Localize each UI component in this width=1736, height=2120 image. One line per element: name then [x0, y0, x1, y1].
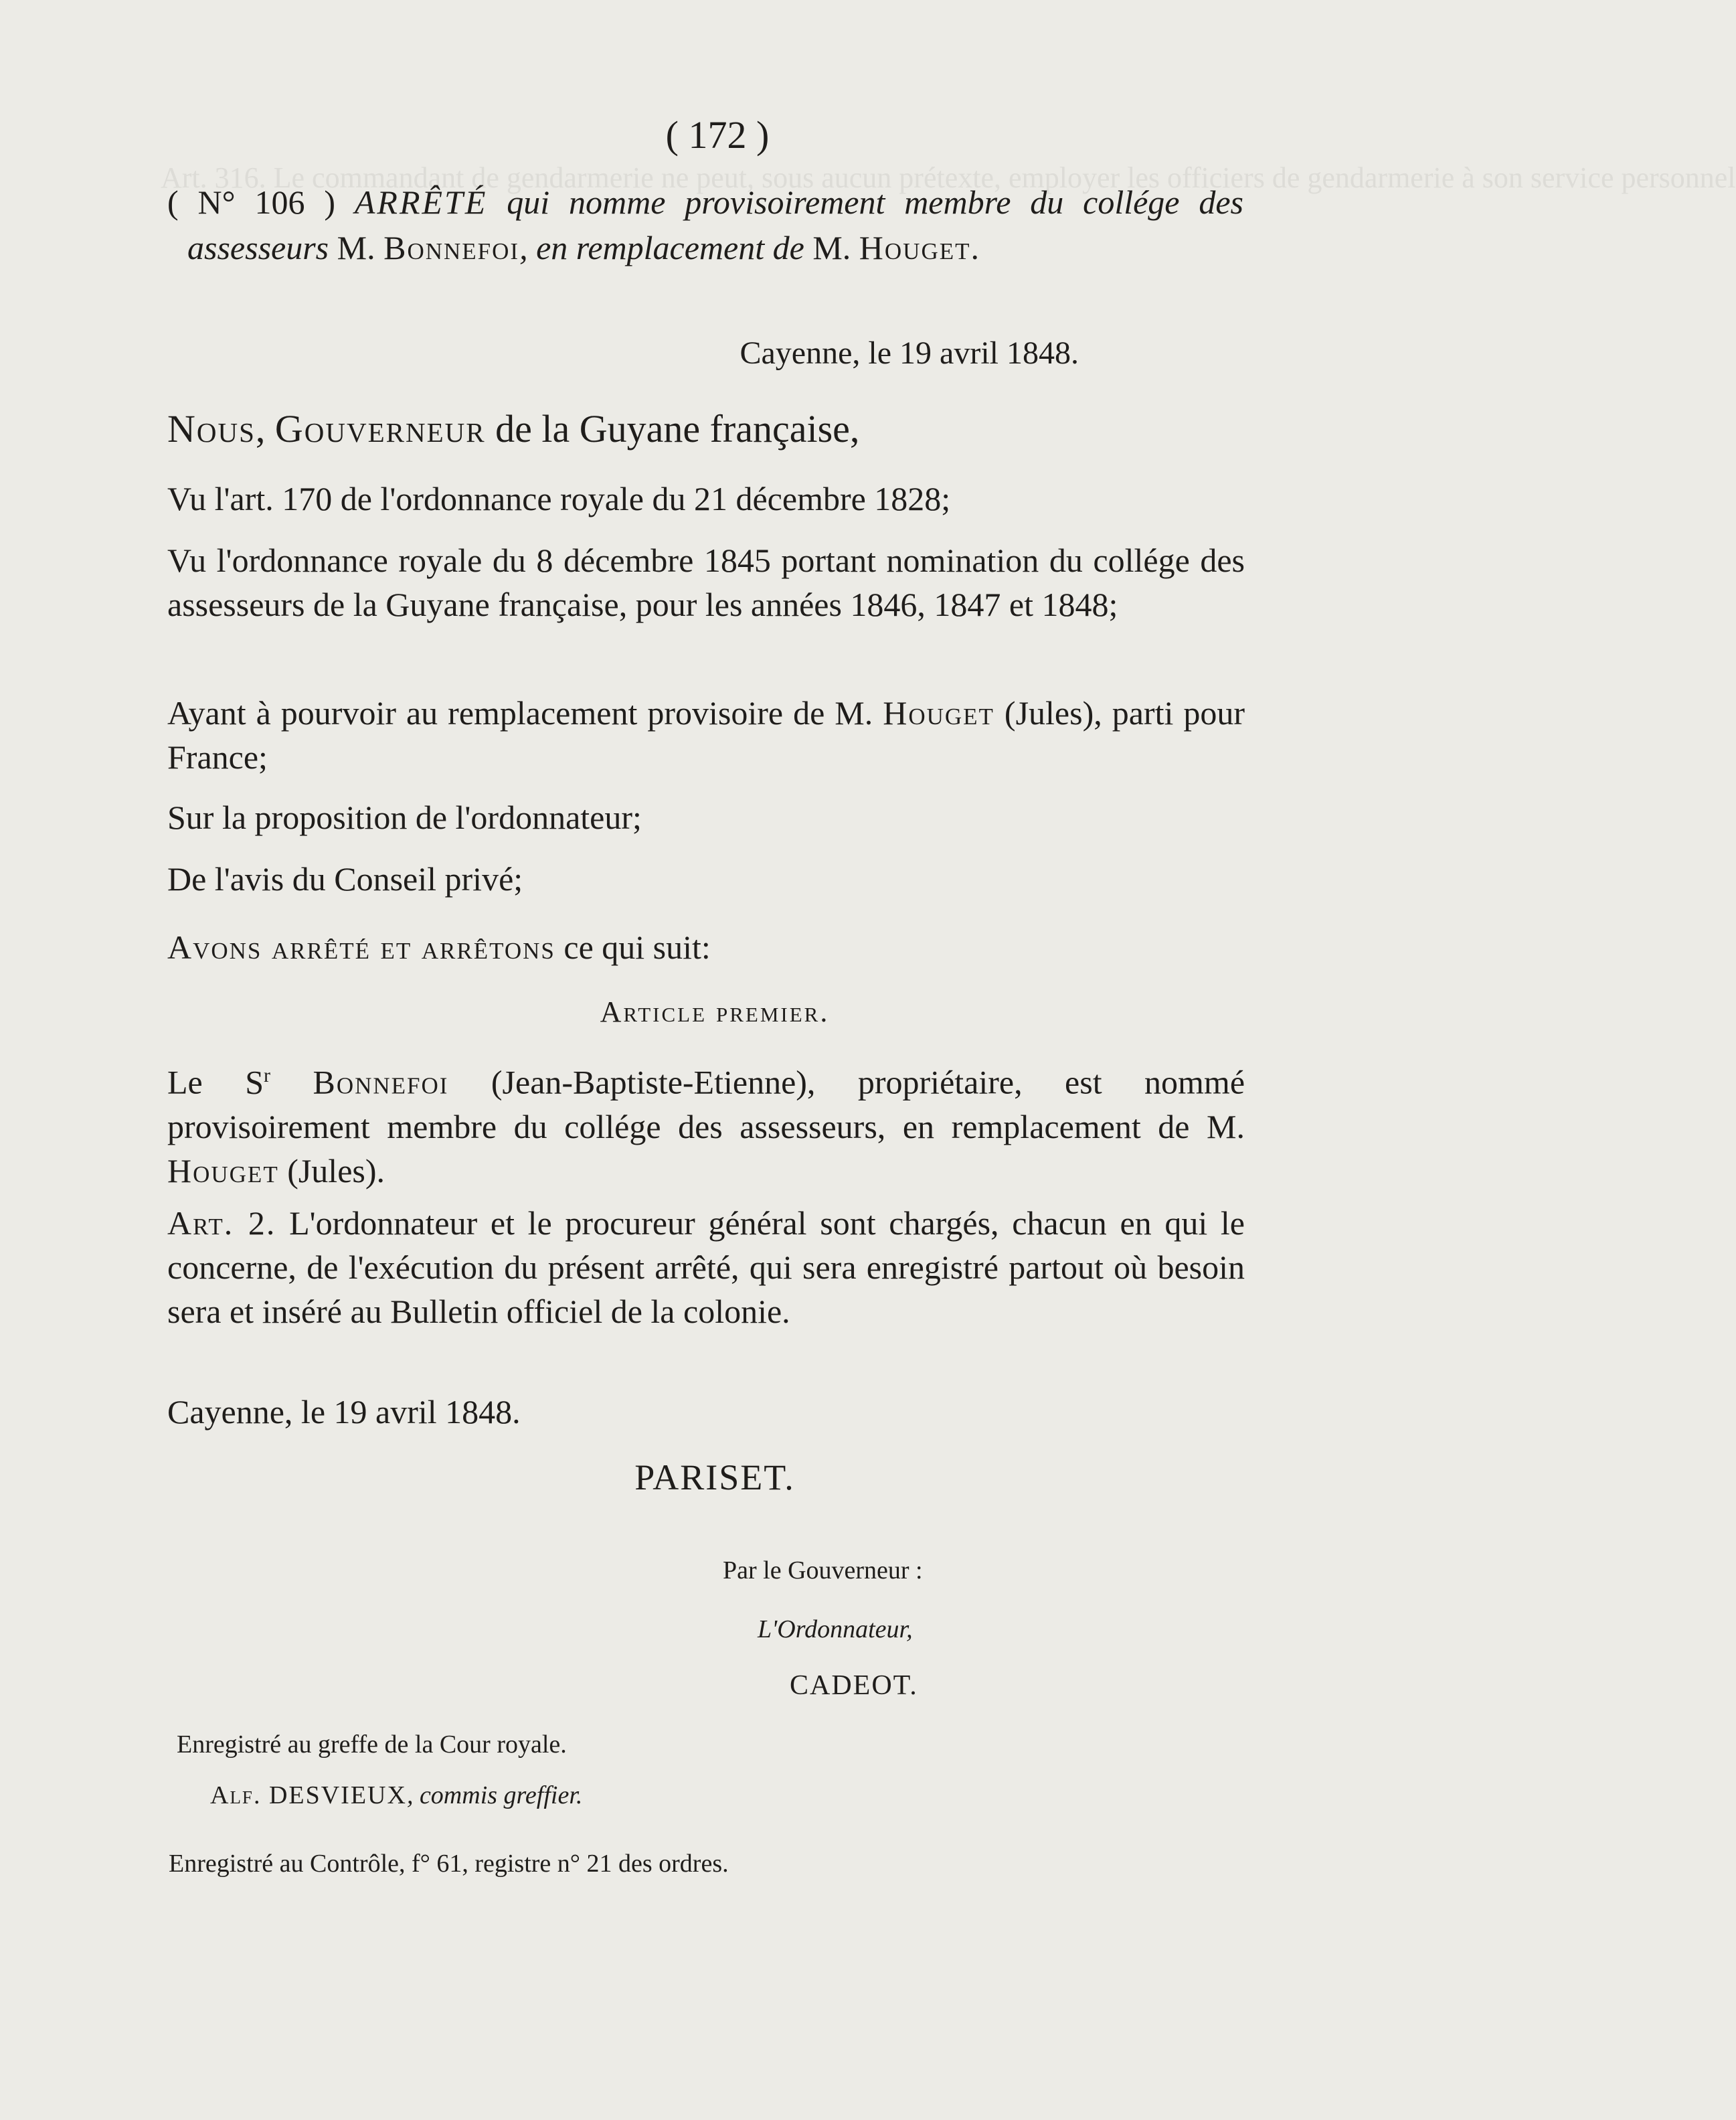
art1-name: Bonnefoi: [313, 1063, 449, 1101]
art1-post: (Jules).: [278, 1151, 385, 1190]
decree-title: [167, 179, 1243, 270]
vu-article: Vu l'art. 170 de l'ordonnance royale du 21 décembre 1828;: [167, 480, 951, 517]
title-m2: M.: [812, 229, 859, 266]
closing-date: Cayenne, le 19 avril 1848.: [167, 1393, 521, 1431]
article-1-text: [167, 1054, 1245, 1193]
avis-conseil: De l'avis du Conseil privé;: [167, 860, 523, 898]
ayant-name: Houget: [883, 694, 994, 732]
art2-label: Art. 2.: [167, 1204, 276, 1242]
signature-pariset: PARISET.: [634, 1457, 795, 1497]
art1-name2: Houget: [167, 1151, 279, 1190]
signature-cadeot: CADEOT.: [790, 1670, 918, 1701]
article-2-text: [167, 1201, 1245, 1333]
title-name-bonnefoi: Bonnefoi: [383, 229, 520, 266]
art1-mid: (Jean-Baptiste-Etienne), propriétaire, est nommé provisoirement membre du collége des assesseurs, en remplacement de M.: [167, 1063, 1245, 1145]
art2-body: L'ordonnateur et le procureur général sont chargés, chacun en qui le concerne, de l'exécution du présent arrêté, qui sera enregistré partout où besoin sera et inséré au Bulletin officiel de la colonie.: [167, 1204, 1245, 1330]
avons-rest: ce qui suit:: [555, 928, 711, 966]
decree-number: ( N° 106 ): [167, 183, 335, 221]
ayant-text-2: (Jules), parti pour France;: [167, 694, 1245, 776]
article-premier-heading: Article premier.: [600, 995, 830, 1028]
greffe-note: Enregistré au greffe de la Cour royale.: [177, 1730, 567, 1759]
nous-gouverneur-line: Nous, Gouverneur de la Guyane française,: [167, 407, 860, 451]
desvieux-alf: Alf.: [210, 1781, 262, 1809]
title-m: M.: [337, 229, 384, 266]
ordonnateur-label: L'Ordonnateur,: [758, 1615, 913, 1643]
desvieux-line: [210, 1781, 582, 1810]
art1-pre: Le S: [167, 1063, 264, 1101]
decree-type: ARRÊTÉ: [354, 183, 488, 221]
art1-sup: r: [264, 1064, 271, 1086]
date-line: Cayenne, le 19 avril 1848.: [740, 335, 1079, 371]
avons-arrete: [167, 925, 1245, 969]
gouverneur-text: Gouverneur: [274, 407, 486, 451]
par-le-gouverneur: Par le Gouverneur :: [723, 1556, 923, 1584]
ayant-text: Ayant à pourvoir au remplacement provisoire de M.: [167, 694, 883, 732]
page-number: ( 172 ): [665, 113, 770, 157]
avons-sc-text: Avons arrêté et arrêtons: [167, 928, 555, 966]
desvieux-role: , commis greffier.: [406, 1781, 583, 1809]
title-name-houget: Houget: [859, 229, 971, 266]
title-text: qui nomme provisoirement membre du collége des assesseurs: [187, 183, 1244, 266]
bleed-through-text: Art. 316. Le commandant de gendarmerie ne peut, sous aucun prétexte, employer les officiers de gendarmerie à son service personnel: [161, 161, 1736, 194]
nous-text: Nous: [167, 407, 256, 451]
sur-proposition: Sur la proposition de l'ordonnateur;: [167, 799, 642, 836]
controle-note: Enregistré au Contrôle, f° 61, registre n° 21 des ordres.: [169, 1850, 729, 1878]
title-text-2: , en remplacement de: [519, 229, 804, 266]
guyane-text: de la Guyane française,: [495, 407, 860, 451]
ayant-paragraph: [167, 691, 1245, 779]
desvieux-name: DESVIEUX: [261, 1781, 407, 1809]
title-end: .: [970, 229, 979, 266]
vu-ordonnance: Vu l'ordonnance royale du 8 décembre 1845 portant nomination du collége des assesseurs de la Guyane française, pour les années 1846, 1847 et 1848;: [167, 542, 1245, 623]
